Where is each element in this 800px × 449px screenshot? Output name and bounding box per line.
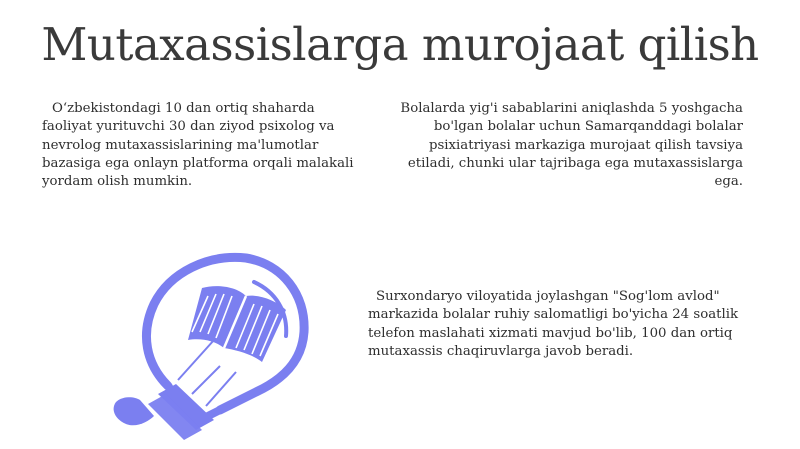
paragraph-surkhandarya-hotline: Surxondaryo viloyatida joylashgan "Sog'lom avlod" markazida bolalar ruhiy salomatligi bo'yicha 24 soatlik telefon maslahati xizmati mavjud bo'lib, 100 dan ortiq mutaxassis chaqiruvlarga javob beradi.	[368, 289, 739, 359]
paragraph-online-platform: O‘zbekistondagi 10 dan ortiq shaharda faoliyat yurituvchi 30 dan ziyod psixolog va nevrolog mutaxassislarining ma'lumotlar bazasiga ega onlayn platforma orqali malakali yordam olish mumkin.	[42, 101, 354, 190]
lightbulb-book-icon	[96, 244, 320, 444]
slide-title: Mutaxassislarga murojaat qilish	[41, 18, 759, 71]
paragraph-samarkand-center: Bolalarda yig'i sabablarini aniqlashda 5 yoshgacha bo'lgan bolalar uchun Samarqanddagi bolalar psixiatriyasi markaziga murojaat qilish tavsiya etiladi, chunki ular tajribaga ega mutaxassislarga ega.	[400, 101, 743, 190]
bulb-base	[114, 384, 214, 440]
book-icon	[188, 286, 286, 362]
